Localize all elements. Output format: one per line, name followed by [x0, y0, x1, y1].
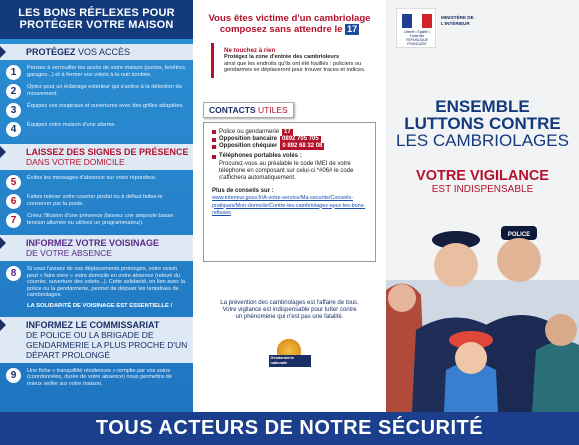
gendarmerie-logo: Gendarmerie nationale	[265, 335, 315, 371]
contacts-box	[203, 122, 376, 262]
marianne-logo: Liberté • Égalité • Fraternité RÉPUBLIQUE FRANÇAISE MINISTÈRE DE L'INTÉRIEUR	[396, 8, 436, 48]
dont-touch-box: Ne touchez à rien Protégez la zone d'entrée des cambrioleurs ainsi que les endroits qu'ils ont été fouillés : policiers ou gendarmes se déplaceront pour trouver traces et indices.	[211, 43, 372, 78]
triangle-icon	[0, 46, 6, 58]
ensemble-headline: ENSEMBLE LUTTONS CONTRE LES CAMBRIOLAGES	[396, 97, 569, 150]
contact-row: Opposition bancaire 0892 705 705	[212, 136, 369, 143]
list-item: 4 Équipez votre maison d'une alarme.	[0, 120, 193, 139]
triangle-icon	[0, 146, 6, 158]
victim-title: Vous êtes victime d'un cambriolage composez sans attendre le 17	[208, 13, 371, 35]
bullet-icon	[212, 138, 216, 142]
triangle-icon	[0, 319, 6, 331]
contact-row: Opposition chéquier 0 892 68 32 08	[212, 143, 369, 150]
solidarity-note: LA SOLIDARITÉ DE VOISINAGE EST ESSENTIELLE !	[27, 302, 173, 309]
right-panel	[386, 0, 579, 412]
list-item: 8 Si vous l'avisez de vos déplacements prolongés, votre voisin peut « faire vivre » votre domicile en votre absence (relevé du courrier, ouverture des volets...). Cette solidarité, en lien avec la police ou la gendarmerie, permet de déjouer les tentatives de cambriolages.	[0, 264, 193, 301]
list-item: 2 Optez pour un éclairage extérieur qui s'active à la détection du mouvement.	[0, 82, 193, 101]
police-illustration	[386, 220, 579, 412]
left-panel	[0, 0, 193, 412]
middle-panel	[193, 0, 386, 412]
section-title-voisinage: INFORMEZ VOTRE VOISINAGE DE VOTRE ABSENCE	[0, 235, 193, 261]
footer-slogan: TOUS ACTEURS DE NOTRE SÉCURITÉ	[0, 412, 579, 445]
list-item: 9 Une fiche « tranquillité résidences » remplie par vos soins (coordonnées, durée de votre absence) nous permettra de mieux veiller sur votre maison.	[0, 366, 193, 390]
bullet-icon	[212, 145, 216, 149]
list-item: 1 Pensez à verrouiller les accès de votre maison (portes, fenêtres, garages...) et à fermer vos volets à la nuit tombée.	[0, 63, 193, 82]
left-header: LES BONS RÉFLEXES POUR PROTÉGER VOTRE MAISON	[0, 0, 193, 39]
emergency-number-badge: 17	[347, 24, 358, 34]
list-item: 3 Équipez vos soupiraux et ouvertures avec des grilles adaptées.	[0, 101, 193, 120]
list-item: 6 Faites relever votre courrier postal ou à défaut faites-le conserver par la poste.	[0, 192, 193, 211]
police-cap-label: POLICE	[507, 232, 531, 238]
list-item: 5 Évitez les messages d'absence sur votre répondeur.	[0, 173, 193, 192]
more-advice-title: Plus de conseils sur :	[212, 188, 274, 195]
section-title-presence: LAISSEZ DES SIGNES DE PRÉSENCE DANS VOTRE DOMICILE	[0, 144, 193, 170]
flag-icon	[402, 14, 432, 28]
contacts-label: CONTACTS UTILES	[203, 102, 294, 118]
section-title-commissariat: INFORMEZ LE COMMISSARIAT DE POLICE OU LA BRIGADE DE GENDARMERIE LA PLUS PROCHE D'UN DÉPART PROLONGÉ	[0, 317, 193, 363]
phone-advice: Procurez-vous au préalable le code IMEI de votre téléphone en composant sur celui-ci *#06# le code s'affichera automatiquement.	[219, 160, 354, 181]
prevention-text: La prévention des cambriolages est l'affaire de tous. Votre vigilance est indispensable pour lutter contre un phénomène qui n'est pas une fatalité.	[220, 299, 359, 321]
vigilance-headline: VOTRE VIGILANCE EST INDISPENSABLE	[416, 168, 549, 195]
advice-link[interactable]: www.interieur.gouv.fr/A-votre-service/Ma-securite/Conseils-pratiques/Mon-domicile/Contre-les-cambriolages-ayez-les-bons-reflexes	[212, 195, 366, 216]
list-item: 7 Créez l'illusion d'une présence (laissez une ampoule basse tension allumée ou utilisez un programmateur).	[0, 211, 193, 230]
bullet-icon	[212, 155, 216, 159]
contact-row: Police ou gendarmerie 17	[212, 129, 369, 136]
section-title-protegez: PROTÉGEZ VOS ACCÈS	[0, 44, 193, 60]
triangle-icon	[0, 237, 6, 249]
bullet-icon	[212, 130, 216, 134]
flame-icon	[277, 335, 301, 355]
contact-row: Téléphones portables volés :	[212, 153, 369, 160]
